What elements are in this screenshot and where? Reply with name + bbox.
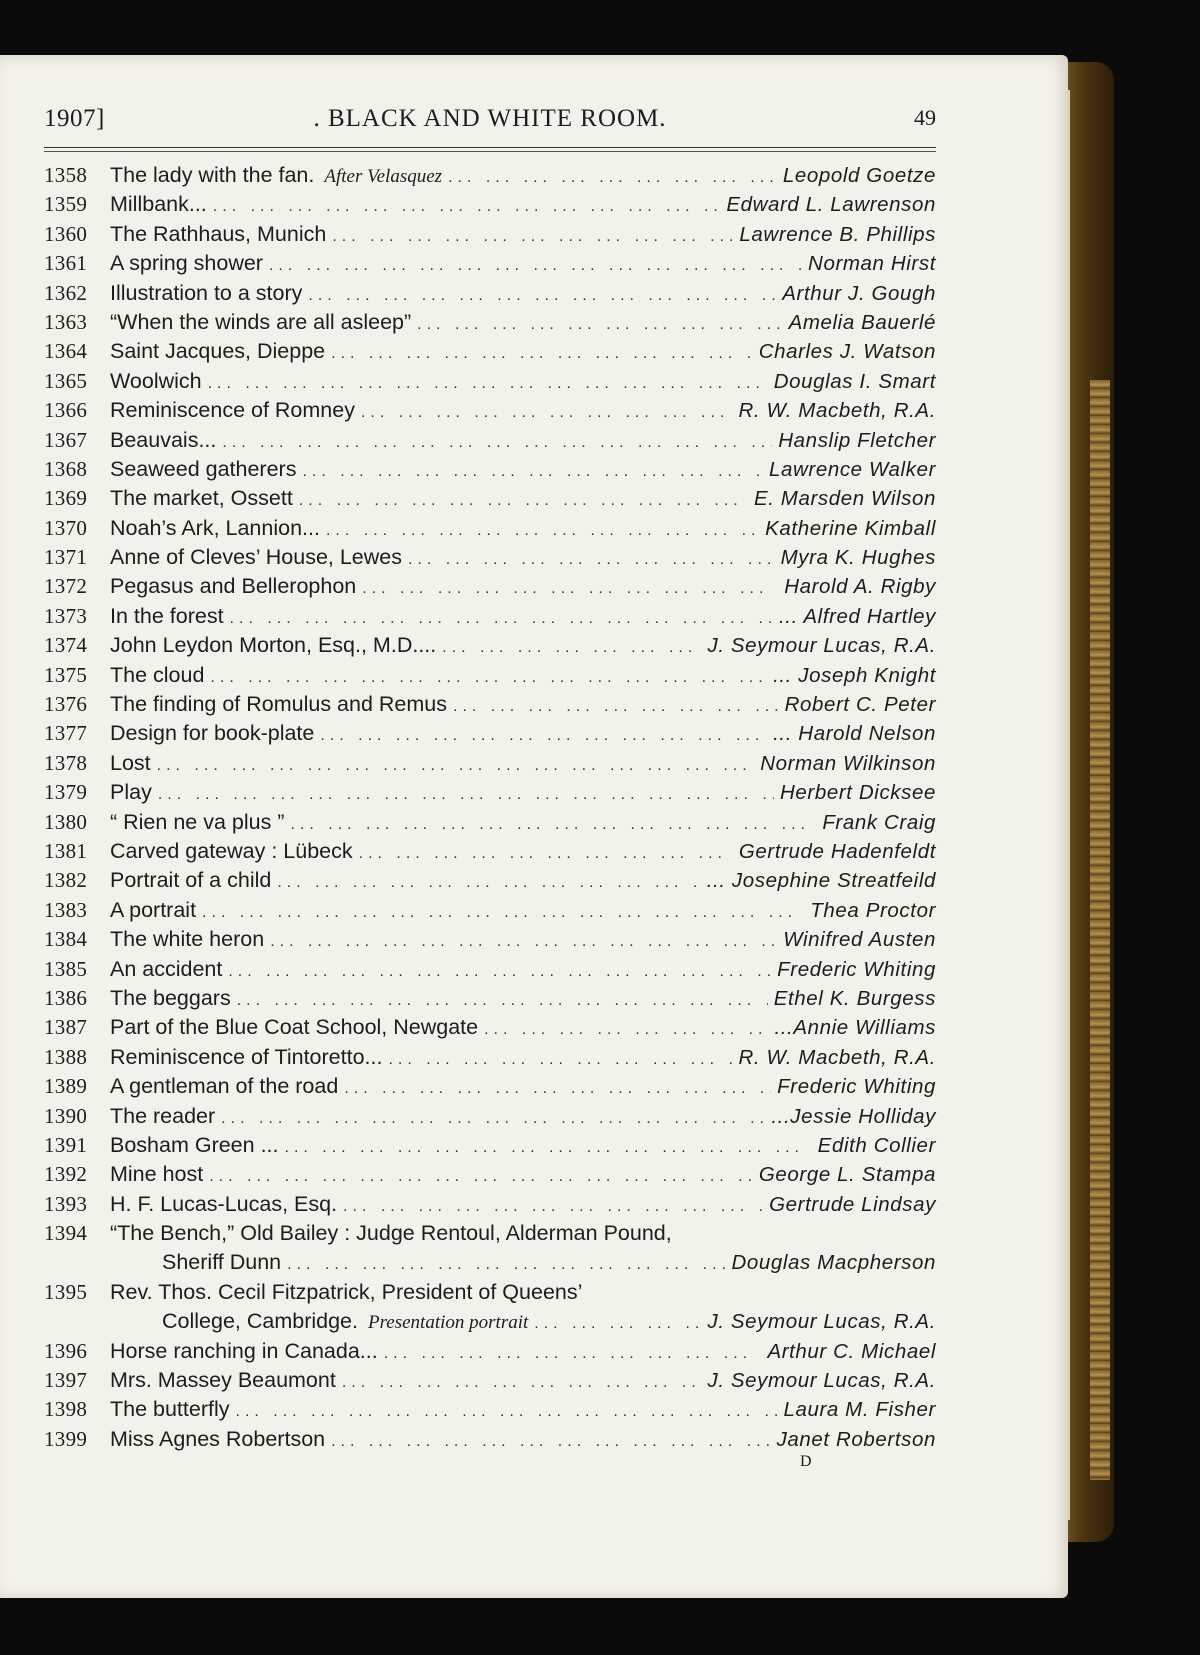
entry-number: 1360: [44, 221, 88, 246]
entry-number: 1377: [44, 721, 88, 746]
entry-title: Horse ranching in Canada...: [110, 1338, 378, 1363]
entry-line: [110, 1395, 936, 1424]
entry-line: [110, 631, 936, 660]
entry-artist: Gertrude Hadenfeldt: [738, 839, 936, 863]
catalogue-entry: [44, 308, 936, 337]
catalogue-entry: [44, 719, 936, 748]
entry-line: [110, 190, 936, 219]
dot-leader: [202, 898, 804, 927]
entry-number: 1368: [44, 456, 88, 481]
dot-leader: [442, 633, 701, 662]
dot-leader: [299, 486, 748, 515]
page-number: 49: [914, 105, 936, 130]
entry-line: [110, 308, 936, 337]
entry-title: The Rathhaus, Munich: [110, 221, 327, 246]
dot-leader: [342, 1368, 702, 1397]
entry-number: 1378: [44, 750, 88, 775]
dot-leader: [320, 721, 767, 750]
entry-title: Bosham Green ...: [110, 1132, 279, 1157]
entry-title: A spring shower: [110, 251, 263, 276]
entry-line: [110, 1160, 936, 1189]
entry-artist: Winifred Austen: [783, 928, 936, 952]
entry-line: [110, 690, 936, 719]
entry-line: [110, 1425, 936, 1454]
dot-leader: [285, 1133, 812, 1162]
dot-leader: [236, 1397, 778, 1426]
entry-artist: Charles J. Watson: [758, 340, 936, 364]
entry-artist: ... Josephine Streatfeild: [706, 869, 936, 893]
entry-line: [110, 1102, 936, 1131]
entry-number: 1365: [44, 368, 88, 393]
catalogue-entry: [44, 543, 936, 572]
dot-leader: [302, 457, 763, 486]
catalogue-entry: [44, 1337, 936, 1366]
dot-leader: [221, 1104, 765, 1133]
entry-artist: Arthur J. Gough: [782, 281, 936, 305]
entry-artist: ... Alfred Hartley: [778, 604, 936, 628]
running-year: 1907]: [44, 105, 105, 132]
entry-number: 1369: [44, 486, 88, 511]
entry-title: Design for book-plate: [110, 721, 315, 746]
entry-number: 1379: [44, 780, 88, 805]
catalogue-entry: [44, 1366, 936, 1395]
catalogue-entry: [44, 778, 936, 807]
entry-line: [110, 1131, 936, 1160]
catalogue-entry: [44, 455, 936, 484]
entry-number: 1394: [44, 1221, 88, 1246]
catalogue-entry: [44, 1160, 936, 1189]
entry-artist: J. Seymour Lucas, R.A.: [707, 1310, 936, 1334]
entry-number: 1363: [44, 309, 88, 334]
entry-artist: Edith Collier: [817, 1133, 936, 1157]
entry-artist: E. Marsden Wilson: [753, 487, 936, 511]
entry-number: 1392: [44, 1162, 88, 1187]
dot-leader: [269, 251, 802, 280]
entry-title: Millbank...: [110, 192, 207, 217]
entry-number: 1374: [44, 633, 88, 658]
catalogue-entry: [44, 808, 936, 837]
dot-leader: [359, 839, 733, 868]
entry-title: A gentleman of the road: [110, 1074, 339, 1099]
entry-number: 1385: [44, 956, 88, 981]
catalogue-entry: [44, 279, 936, 308]
entry-artist: Amelia Bauerlé: [788, 310, 936, 334]
entry-title: The butterfly: [110, 1397, 230, 1422]
dot-leader: [534, 1309, 701, 1338]
entry-title: The market, Ossett: [110, 486, 293, 511]
catalogue-entry: [44, 1072, 936, 1101]
entry-line: [110, 1013, 936, 1042]
entry-artist: Herbert Dicksee: [780, 781, 936, 805]
dot-leader: [228, 957, 771, 986]
entry-title: Part of the Blue Coat School, Newgate: [110, 1015, 479, 1040]
dot-leader: [448, 163, 777, 192]
entry-artist: Harold A. Rigby: [784, 575, 936, 599]
entry-title: An accident: [110, 956, 223, 981]
dot-leader: [388, 1045, 732, 1074]
entry-artist: Frank Craig: [822, 810, 936, 834]
entry-number: 1367: [44, 427, 88, 452]
entry-title: Rev. Thos. Cecil Fitzpatrick, President of Queens’: [110, 1279, 583, 1304]
catalogue-entry: [44, 190, 936, 219]
catalogue-entry: [44, 984, 936, 1013]
entry-artist: Thea Proctor: [810, 898, 936, 922]
entry-line-continued: [162, 1248, 936, 1277]
entry-title: Reminiscence of Tintoretto...: [110, 1044, 383, 1069]
entry-number: 1384: [44, 927, 88, 952]
dot-leader: [331, 1427, 770, 1456]
entry-title: Anne of Cleves’ House, Lewes: [110, 545, 403, 570]
entry-line: [110, 661, 936, 690]
entry-number: 1391: [44, 1132, 88, 1157]
entry-artist: R. W. Macbeth, R.A.: [738, 1045, 936, 1069]
entry-line: [110, 455, 936, 484]
header-rule-bottom: [44, 151, 936, 152]
entry-number: 1395: [44, 1279, 88, 1304]
entry-title: The lady with the fan.: [110, 163, 315, 187]
dot-leader: [326, 516, 759, 545]
entry-title-continued: College, Cambridge.: [162, 1309, 358, 1334]
entry-number: 1397: [44, 1368, 88, 1393]
catalogue-entry: [44, 602, 936, 631]
dot-leader: [210, 663, 767, 692]
entry-title: Saint Jacques, Dieppe: [110, 339, 326, 364]
entry-number: 1387: [44, 1015, 88, 1040]
entry-number: 1388: [44, 1044, 88, 1069]
catalogue-entry: [44, 426, 936, 455]
entry-number: 1366: [44, 398, 88, 423]
entry-number: 1396: [44, 1338, 88, 1363]
entry-title: Illustration to a story: [110, 280, 303, 305]
entry-line: [110, 1072, 936, 1101]
catalogue-entry: [44, 866, 936, 895]
entry-title-continued: Sheriff Dunn: [162, 1250, 282, 1275]
entry-number: 1390: [44, 1103, 88, 1128]
entry-title: Portrait of a child: [110, 868, 272, 893]
entry-title: The beggars: [110, 985, 231, 1010]
catalogue-entry: [44, 1131, 936, 1160]
entry-title: The white heron: [110, 927, 265, 952]
catalogue-entry: [44, 161, 936, 190]
entry-number: 1362: [44, 280, 88, 305]
entry-line: [110, 778, 936, 807]
book-spine-decoration: [1090, 380, 1110, 1480]
entry-line: [110, 220, 936, 249]
entry-number: 1381: [44, 838, 88, 863]
entry-line: [110, 1278, 936, 1307]
entry-line: [110, 1190, 936, 1219]
entry-title: John Leydon Morton, Esq., M.D....: [110, 633, 437, 658]
entry-artist: Robert C. Peter: [784, 693, 936, 717]
dot-leader: [157, 751, 755, 780]
catalogue-entry: [44, 631, 936, 660]
catalogue-entry: [44, 337, 936, 366]
entry-line: [110, 396, 936, 425]
entry-number: 1386: [44, 985, 88, 1010]
entry-line: [110, 719, 936, 748]
entry-number: 1375: [44, 662, 88, 687]
dot-leader: [158, 780, 774, 809]
dot-leader: [408, 545, 775, 574]
running-title: . BLACK AND WHITE ROOM.: [313, 105, 667, 132]
entry-line: [110, 426, 936, 455]
entry-line-continued: [162, 1307, 936, 1336]
entry-title: In the forest: [110, 603, 224, 628]
entry-artist: J. Seymour Lucas, R.A.: [707, 1369, 936, 1393]
entry-line: [110, 572, 936, 601]
entry-title: H. F. Lucas-Lucas, Esq.: [110, 1191, 338, 1216]
header-rule-top: [44, 147, 936, 148]
entry-line: [110, 279, 936, 308]
entry-title: Pegasus and Bellerophon: [110, 574, 357, 599]
entry-number: 1380: [44, 809, 88, 834]
dot-leader: [453, 692, 779, 721]
entry-title: Miss Agnes Robertson: [110, 1426, 326, 1451]
catalogue-entry: [44, 514, 936, 543]
entry-number: 1373: [44, 603, 88, 628]
entry-note: After Velasquez: [324, 166, 443, 187]
entry-title: Beauvais...: [110, 427, 217, 452]
entry-number: 1361: [44, 251, 88, 276]
dot-leader: [213, 192, 721, 221]
entry-artist: Frederic Whiting: [777, 1075, 936, 1099]
dot-leader: [287, 1250, 725, 1279]
entry-line: [110, 1366, 936, 1395]
entry-title: The reader: [110, 1103, 216, 1128]
catalogue-entry: [44, 1043, 936, 1072]
entry-line: [110, 484, 936, 513]
entry-title: Reminiscence of Romney: [110, 398, 355, 423]
entry-line: [110, 837, 936, 866]
entry-title: “The Bench,” Old Bailey : Judge Rentoul, Alderman Pound,: [110, 1221, 672, 1246]
entry-line: [110, 337, 936, 366]
entry-title: Woolwich: [110, 368, 202, 393]
entry-line: [110, 161, 936, 190]
catalogue-entry: [44, 837, 936, 866]
entry-artist: ...Jessie Holliday: [771, 1104, 936, 1128]
entry-title: Mine host: [110, 1162, 204, 1187]
catalogue-entry: [44, 1278, 936, 1337]
entry-number: 1398: [44, 1397, 88, 1422]
entry-artist: ... Joseph Knight: [773, 663, 936, 687]
catalogue-entry: [44, 1425, 936, 1454]
entry-line: [110, 543, 936, 572]
dot-leader: [308, 281, 776, 310]
dot-leader: [343, 1192, 763, 1221]
entry-artist: Hanslip Fletcher: [778, 428, 936, 452]
entry-artist: ...Annie Williams: [774, 1016, 936, 1040]
entry-line: [110, 896, 936, 925]
entry-title: Seaweed gatherers: [110, 456, 297, 481]
entry-artist: Lawrence B. Phillips: [739, 222, 936, 246]
entry-artist: Douglas I. Smart: [773, 369, 936, 393]
dot-leader: [362, 574, 778, 603]
catalogue-entry: [44, 367, 936, 396]
entry-line: [110, 367, 936, 396]
entry-artist: ... Harold Nelson: [773, 722, 936, 746]
entry-number: 1359: [44, 192, 88, 217]
entry-artist: Frederic Whiting: [777, 957, 936, 981]
dot-leader: [237, 986, 768, 1015]
catalogue-entry: [44, 1013, 936, 1042]
entry-artist: Leopold Goetze: [782, 164, 936, 187]
dot-leader: [277, 868, 700, 897]
dot-leader: [270, 927, 777, 956]
catalogue-entry: [44, 925, 936, 954]
catalogue-entry-list: [44, 161, 936, 1454]
catalogue-entry: [44, 1395, 936, 1424]
entry-artist: Laura M. Fisher: [783, 1398, 936, 1422]
entry-line: [110, 866, 936, 895]
signature-mark: D: [800, 1453, 812, 1470]
entry-artist: Douglas Macpherson: [731, 1251, 936, 1275]
entry-title: The cloud: [110, 662, 205, 687]
entry-number: 1389: [44, 1074, 88, 1099]
entry-number: 1383: [44, 897, 88, 922]
entry-number: 1371: [44, 545, 88, 570]
dot-leader: [209, 1162, 753, 1191]
entry-line: [110, 249, 936, 278]
entry-artist: R. W. Macbeth, R.A.: [738, 399, 936, 423]
dot-leader: [384, 1339, 762, 1368]
entry-artist: Lawrence Walker: [769, 457, 936, 481]
catalogue-entry: [44, 749, 936, 778]
entry-number: 1370: [44, 515, 88, 540]
catalogue-entry: [44, 896, 936, 925]
entry-line: [110, 984, 936, 1013]
entry-title: Lost: [110, 750, 151, 775]
catalogue-entry: [44, 220, 936, 249]
entry-line: [110, 955, 936, 984]
catalogue-entry: [44, 1190, 936, 1219]
entry-number: 1358: [44, 163, 88, 187]
entry-line: [110, 1219, 936, 1248]
dot-leader: [332, 222, 733, 251]
catalogue-entry: [44, 1219, 936, 1278]
entry-line: [110, 808, 936, 837]
entry-title: A portrait: [110, 897, 197, 922]
dot-leader: [208, 369, 768, 398]
entry-number: 1382: [44, 868, 88, 893]
entry-title: “ Rien ne va plus ”: [110, 809, 285, 834]
entry-title: “When the winds are all asleep”: [110, 309, 412, 334]
catalogue-entry: [44, 484, 936, 513]
catalogue-entry: [44, 690, 936, 719]
running-header: [44, 99, 936, 149]
catalogue-entry: [44, 572, 936, 601]
entry-number: 1393: [44, 1191, 88, 1216]
entry-line: [110, 749, 936, 778]
entry-artist: Janet Robertson: [776, 1427, 936, 1451]
entry-line: [110, 514, 936, 543]
entry-title: Mrs. Massey Beaumont: [110, 1368, 336, 1393]
catalogue-entry: [44, 396, 936, 425]
entry-artist: George L. Stampa: [758, 1163, 936, 1187]
entry-title: The finding of Romulus and Remus: [110, 692, 448, 717]
entry-artist: Arthur C. Michael: [767, 1339, 936, 1363]
entry-title: Play: [110, 780, 152, 805]
entry-artist: Katherine Kimball: [765, 516, 936, 540]
catalogue-entry: [44, 249, 936, 278]
entry-title: Carved gateway : Lübeck: [110, 838, 353, 863]
entry-artist: Myra K. Hughes: [780, 546, 936, 570]
dot-leader: [361, 398, 733, 427]
catalogue-entry: [44, 1102, 936, 1131]
dot-leader: [484, 1015, 768, 1044]
dot-leader: [230, 604, 773, 633]
entry-artist: Ethel K. Burgess: [773, 986, 936, 1010]
entry-artist: Gertrude Lindsay: [769, 1192, 936, 1216]
entry-number: 1372: [44, 574, 88, 599]
entry-artist: J. Seymour Lucas, R.A.: [707, 634, 936, 658]
entry-title: Noah’s Ark, Lannion...: [110, 515, 320, 540]
catalogue-entry: [44, 955, 936, 984]
dot-leader: [344, 1074, 771, 1103]
entry-note: Presentation portrait: [368, 1312, 529, 1334]
dot-leader: [331, 339, 753, 368]
entry-artist: Norman Hirst: [808, 252, 936, 276]
entry-artist: Edward L. Lawrenson: [726, 193, 936, 217]
book-page: [0, 55, 1068, 1598]
entry-line: [110, 602, 936, 631]
dot-leader: [290, 810, 816, 839]
entry-number: 1364: [44, 339, 88, 364]
entry-line: [110, 1043, 936, 1072]
entry-number: 1376: [44, 692, 88, 717]
entry-artist: Norman Wilkinson: [760, 751, 936, 775]
entry-line: [110, 1337, 936, 1366]
dot-leader: [417, 310, 782, 339]
dot-leader: [222, 428, 772, 457]
catalogue-entry: [44, 661, 936, 690]
entry-number: 1399: [44, 1426, 88, 1451]
entry-line: [110, 925, 936, 954]
